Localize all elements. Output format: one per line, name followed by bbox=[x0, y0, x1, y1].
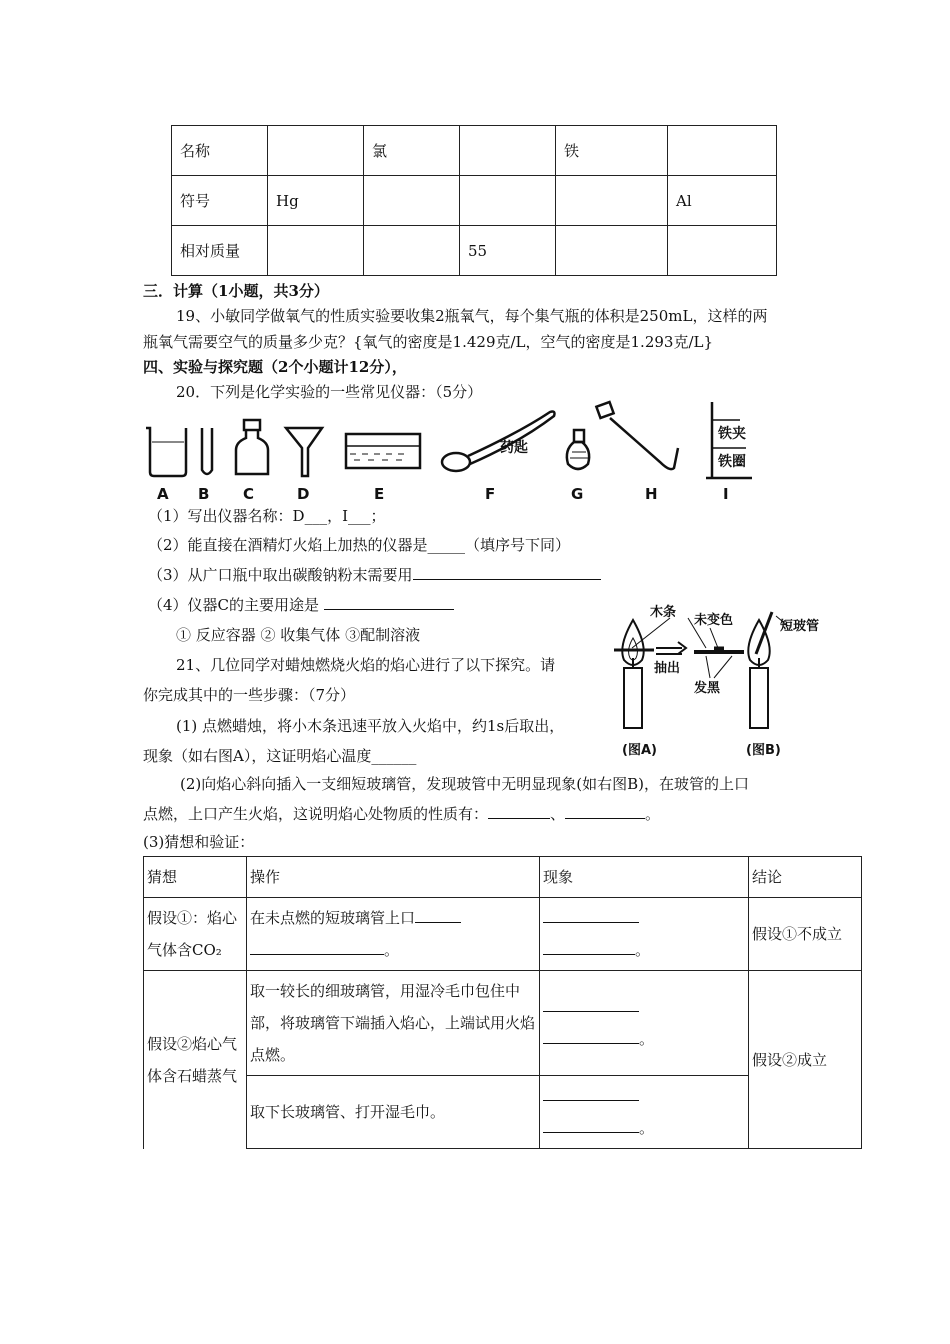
unchanged-label: 未变色 bbox=[694, 613, 734, 628]
table-cell bbox=[540, 898, 749, 971]
table-row bbox=[144, 898, 862, 971]
answer-blank[interactable] bbox=[543, 1086, 639, 1101]
section-4-title: 四、实验与探究题（2个小题计12分）， bbox=[143, 358, 407, 376]
element-table bbox=[171, 125, 777, 276]
table-cell: 取一较长的细玻璃管，用湿冷毛巾包住中部，将玻璃管下端插入焰心，上端试用火焰点燃。 bbox=[247, 971, 540, 1076]
table-cell: 取下长玻璃管、打开湿毛巾。 bbox=[247, 1076, 540, 1149]
ring-label: 铁圈 bbox=[718, 454, 746, 470]
test-tube-icon bbox=[202, 428, 212, 474]
table-cell: Hg bbox=[268, 176, 364, 226]
q21-3: (3)猜想和验证： bbox=[143, 833, 255, 851]
reagent-bottle-icon bbox=[236, 420, 268, 474]
answer-blank[interactable] bbox=[413, 565, 601, 580]
q20-1: （1）写出仪器名称：D___，I___； bbox=[148, 507, 386, 525]
instrument-label-h: H bbox=[645, 485, 658, 503]
instrument-label-e: E bbox=[374, 485, 385, 503]
hypothesis-table bbox=[143, 856, 862, 1149]
period: 。 bbox=[635, 941, 651, 959]
table-cell: 假设①不成立 bbox=[749, 898, 862, 971]
table-cell: 相对质量 bbox=[172, 226, 268, 276]
table-cell: 氯 bbox=[364, 126, 460, 176]
fig-b-label: (图B) bbox=[746, 743, 781, 758]
q20-2: （2）能直接在酒精灯火焰上加热的仪器是_____（填序号下同） bbox=[148, 536, 571, 554]
period: 。 bbox=[384, 941, 400, 959]
arrow-icon bbox=[656, 642, 686, 654]
instrument-label-d: D bbox=[297, 485, 310, 503]
table-header: 猜想 bbox=[144, 857, 247, 898]
table-cell bbox=[268, 126, 364, 176]
table-cell: 假设①：焰心气体含CO₂ bbox=[144, 898, 247, 971]
beaker-icon bbox=[146, 428, 186, 476]
candle-a-icon bbox=[614, 620, 654, 728]
delivery-tube-icon bbox=[596, 402, 678, 469]
short-tube-label: 短玻管 bbox=[780, 619, 820, 634]
table-cell bbox=[460, 176, 556, 226]
q19-line1: 19、小敏同学做氧气的性质实验要收集2瓶氧气，每个集气瓶的体积是250mL，这样的两 bbox=[176, 307, 768, 325]
q21-1b: 现象（如右图A），这证明焰心温度______ bbox=[143, 747, 417, 765]
table-row bbox=[172, 126, 777, 176]
clamp-label: 铁夹 bbox=[718, 426, 746, 442]
q21-line2: 你完成其中的一些步骤：（7分） bbox=[143, 686, 356, 704]
q20-options: ① 反应容器 ② 收集气体 ③配制溶液 bbox=[176, 626, 421, 644]
instrument-label-b: B bbox=[198, 485, 210, 503]
table-row bbox=[144, 857, 862, 898]
q21-1a: (1) 点燃蜡烛，将小木条迅速平放入火焰中，约1s后取出， bbox=[176, 717, 565, 735]
instrument-label-i: I bbox=[723, 485, 729, 503]
table-cell: 55 bbox=[460, 226, 556, 276]
table-row bbox=[144, 971, 862, 1076]
instrument-label-c: C bbox=[243, 485, 255, 503]
table-header: 结论 bbox=[749, 857, 862, 898]
table-header: 现象 bbox=[540, 857, 749, 898]
alcohol-lamp-icon bbox=[567, 430, 589, 469]
pull-label: 抽出 bbox=[654, 661, 681, 676]
table-cell: Al bbox=[668, 176, 777, 226]
trough-icon bbox=[346, 434, 420, 468]
table-cell bbox=[668, 126, 777, 176]
instrument-label-f: F bbox=[485, 485, 496, 503]
table-cell bbox=[540, 1076, 749, 1149]
table-cell: 名称 bbox=[172, 126, 268, 176]
table-cell: 假设②焰心气体含石蜡蒸气 bbox=[144, 971, 247, 1149]
period: 。 bbox=[645, 805, 661, 823]
q20-4-line bbox=[148, 594, 454, 615]
table-cell bbox=[556, 176, 668, 226]
table-cell bbox=[364, 226, 460, 276]
table-cell bbox=[268, 226, 364, 276]
q21-line1: 21、几位同学对蜡烛燃烧火焰的焰心进行了以下探究。请 bbox=[176, 656, 556, 674]
candle-figure bbox=[610, 598, 830, 763]
table-cell bbox=[460, 126, 556, 176]
instrument-label-g: G bbox=[571, 485, 584, 503]
answer-blank[interactable] bbox=[250, 940, 384, 955]
table-cell bbox=[364, 176, 460, 226]
period: 。 bbox=[639, 1119, 655, 1137]
section-3-title: 三．计算（1小题，共3分） bbox=[143, 282, 329, 300]
answer-blank[interactable] bbox=[543, 1118, 639, 1133]
answer-blank[interactable] bbox=[543, 940, 635, 955]
q20-3-line bbox=[148, 564, 601, 585]
table-cell: 假设②成立 bbox=[749, 971, 862, 1149]
instrument-label-a: A bbox=[157, 485, 169, 503]
table-cell: 符号 bbox=[172, 176, 268, 226]
q20-title: 20．下列是化学实验的一些常见仪器：（5分） bbox=[176, 383, 483, 401]
answer-blank[interactable] bbox=[543, 1029, 639, 1044]
fig-a-label: (图A) bbox=[622, 743, 657, 758]
answer-blank[interactable] bbox=[543, 997, 639, 1012]
table-cell bbox=[668, 226, 777, 276]
q21-2b: 点燃，上口产生火焰，这说明焰心处物质的性质有： bbox=[143, 805, 489, 823]
answer-blank[interactable] bbox=[488, 804, 550, 819]
period: 。 bbox=[639, 1030, 655, 1048]
table-cell bbox=[556, 226, 668, 276]
spoon-icon bbox=[442, 412, 555, 472]
q21-2b-line bbox=[143, 803, 660, 824]
answer-blank[interactable] bbox=[415, 908, 461, 923]
r1-operation: 在未点燃的短玻璃管上口 bbox=[250, 909, 416, 927]
separator: 、 bbox=[550, 805, 566, 823]
table-cell bbox=[247, 898, 540, 971]
funnel-icon bbox=[286, 428, 322, 476]
table-row bbox=[172, 226, 777, 276]
q19-line2: 瓶氧气需要空气的质量多少克？{氧气的密度是1.429克/L，空气的密度是1.293克/L} bbox=[143, 333, 714, 351]
table-cell bbox=[540, 971, 749, 1076]
black-label: 发黑 bbox=[694, 681, 721, 696]
q21-2a: (2)向焰心斜向插入一支细短玻璃管，发现玻管中无明显现象(如右图B)，在玻管的上口 bbox=[180, 775, 749, 793]
lab-instruments-figure bbox=[140, 398, 780, 486]
wood-label: 木条 bbox=[650, 605, 677, 620]
table-row bbox=[172, 176, 777, 226]
table-cell: 铁 bbox=[556, 126, 668, 176]
wood-strip-icon bbox=[694, 649, 744, 652]
q20-4: （4）仪器C的主要用途是 bbox=[148, 596, 320, 614]
table-header: 操作 bbox=[247, 857, 540, 898]
answer-blank[interactable] bbox=[324, 595, 454, 610]
answer-blank[interactable] bbox=[565, 804, 645, 819]
answer-blank[interactable] bbox=[543, 908, 639, 923]
spoon-label: 药匙 bbox=[500, 440, 528, 456]
q20-3: （3）从广口瓶中取出碳酸钠粉末需要用 bbox=[148, 566, 413, 584]
